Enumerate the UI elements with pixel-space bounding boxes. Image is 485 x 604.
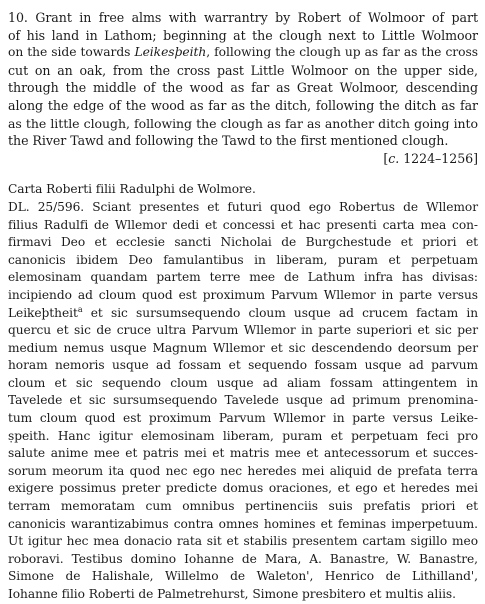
charter-title: Carta Roberti filii Radulphi de Wolmore. xyxy=(8,182,256,197)
latin-line: roboravi. Testibus domino Iohanne de Mara, A. Banastre, W. Banastre, xyxy=(8,551,478,566)
footnote-mark: a xyxy=(77,304,83,314)
latin-line: elemosinam quandam partem terre mee de Lathum infra has divisas: xyxy=(8,270,478,285)
latin-line: canonicis ibidem Deo famulantibus in liberam, puram et perpetuam xyxy=(8,252,478,267)
section-gap xyxy=(8,167,478,181)
latin-line: Simone de Halishale, Willelmo de Waleton', Henrico de Lithilland', xyxy=(8,569,478,584)
latin-line: tum cloum quod est proximum Parvum Wllemor in parte versus Leike- xyxy=(8,411,478,426)
latin-line: salute anime mee et patris mei et matris mee et antecessorum et succes- xyxy=(8,446,478,461)
latin-line: ṣpeith. Hanc igitur elemosinam liberam, puram et perpetuam feci pro xyxy=(8,428,478,443)
latin-line: DL. 25/596. Sciant presentes et futuri quod ego Robertus de Wllemor xyxy=(8,199,478,214)
summary-line xyxy=(8,44,478,62)
place-name: Leikesþeith xyxy=(134,45,207,60)
latin-line: sorum meorum ita quod nec ego nec heredes mei aliquid de prefata terra xyxy=(8,463,478,478)
latin-line: Ut igitur hec mea donacio rata sit et stabilis presentem cartam sigillo meo xyxy=(8,534,478,549)
latin-line: Iohanne filio Roberti de Palmetrehurst, Simone presbitero et multis aliis. xyxy=(8,587,456,601)
document-page xyxy=(8,9,478,604)
latin-line: medium nemus usque Magnum Wllemor et sic descendendo deorsum per xyxy=(8,340,478,355)
date-range: [c. 1224–1256] xyxy=(383,150,478,166)
summary-line-text: on the side towards xyxy=(8,45,135,60)
summary-line: the River Tawd and following the Tawd to the first mentioned clough. xyxy=(8,133,449,149)
summary-line-text: , following the clough up as far as the cross xyxy=(206,45,478,60)
summary-line: 10. Grant in free alms with warrantry by Robert of Wolmoor of part xyxy=(8,10,478,25)
latin-line: horam nemoris usque ad fossam et sequendo fossam usque ad parvum xyxy=(8,358,478,373)
latin-line: exigere possimus preter predicte domus oraciones, et ego et heredes mei xyxy=(8,481,478,496)
latin-line: Tavelede et sic sursumsequendo Tavelede usque ad primum prenomina- xyxy=(8,393,478,408)
latin-line: firmavi Deo et ecclesie sancti Nicholai de Burgchestude et priori et xyxy=(8,235,478,250)
latin-line: cloum et sic sequendo cloum usque ad aliam fossam attingentem in xyxy=(8,375,478,390)
latin-line: canonicis warantizabimus contra omnes homines et feminas imperpetuum. xyxy=(8,516,478,531)
latin-line xyxy=(8,305,478,323)
entry-summary xyxy=(8,9,478,167)
latin-line: quercu et sic de cruce ultra Parvum Wllemor in parte superiori et sic per xyxy=(8,323,478,338)
latin-line: filius Radulfi de Wllemor dedi et concessi et hac presenti carta mea con- xyxy=(8,217,478,232)
summary-line: through the middle of the wood as far as Great Wolmoor, descending xyxy=(8,80,478,96)
latin-line: incipiendo ad cloum quod est proximum Parvum Wllemor in parte versus xyxy=(8,287,478,302)
charter-text xyxy=(8,181,478,603)
latin-line: terram memoratam cum omnibus pertinenciis suis prefatis priori et xyxy=(8,499,478,514)
summary-line: cut on an oak, from the cross past Little Wolmoor on the upper side, xyxy=(8,62,478,78)
latin-line-text: et sic sursumsequendo cloum usque ad crucem factam in xyxy=(82,305,478,320)
summary-line: along the edge of the wood as far as the ditch, following the ditch as far xyxy=(8,97,478,113)
summary-line: of his land in Lathom; beginning at the clough next to Little Wolmoor xyxy=(8,27,478,43)
summary-line: as the little clough, following the clough as far as another ditch going into xyxy=(8,115,478,131)
latin-line-text: Leikeþtheit xyxy=(8,305,78,320)
